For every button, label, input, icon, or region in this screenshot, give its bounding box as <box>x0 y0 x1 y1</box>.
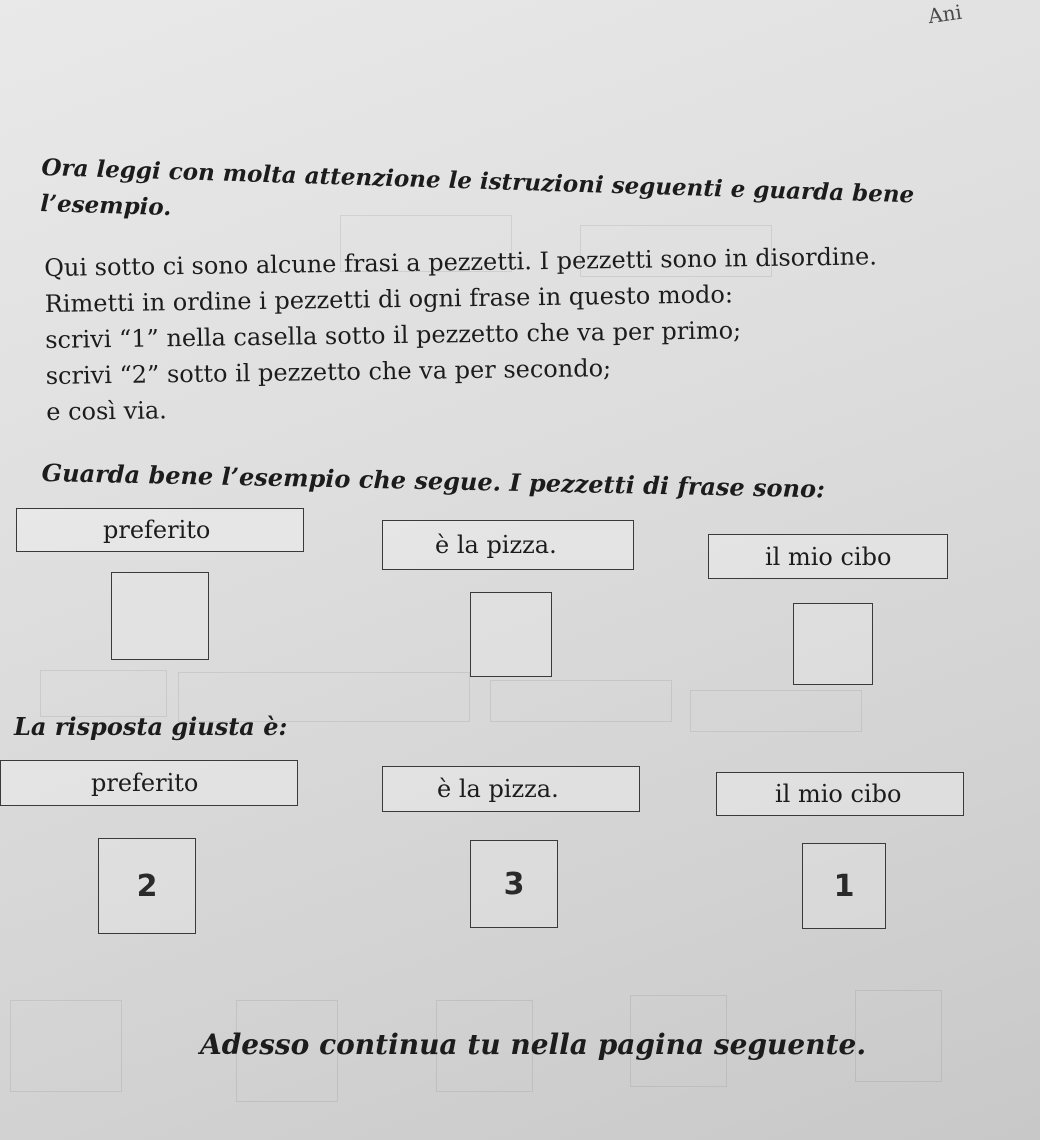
instruction-line: e così via. <box>46 396 167 426</box>
instruction-line: scrivi “2” sotto il pezzetto che va per secondo; <box>45 354 612 390</box>
answer-piece-mio-cibo: il mio cibo <box>716 772 964 816</box>
show-through-box <box>855 990 942 1082</box>
example-piece-mio-cibo: il mio cibo <box>708 534 948 579</box>
continue-text: Adesso continua tu nella pagina seguente. <box>200 1028 867 1061</box>
example-heading: Guarda bene l’esempio che segue. I pezzetti di frase sono: <box>41 458 826 504</box>
show-through-box <box>10 1000 122 1092</box>
intro-text: Ora leggi con molta attenzione le istruzioni seguenti e guarda bene l’esempio. <box>39 153 915 221</box>
example-answer-box[interactable] <box>793 603 873 685</box>
instructions <box>44 238 926 430</box>
answer-box-3[interactable]: 3 <box>470 840 558 928</box>
answer-piece-preferito: preferito <box>0 760 298 806</box>
answer-box-2[interactable]: 2 <box>98 838 196 934</box>
example-piece-la-pizza: è la pizza. <box>382 520 634 570</box>
show-through-box <box>690 690 862 732</box>
answer-box-1[interactable]: 1 <box>802 843 886 929</box>
instruction-line: Qui sotto ci sono alcune frasi a pezzetti. I pezzetti sono in disordine. <box>44 242 878 282</box>
answer-heading: La risposta giusta è: <box>14 712 288 741</box>
answer-piece-la-pizza: è la pizza. <box>382 766 640 812</box>
instruction-line: Rimetti in ordine i pezzetti di ogni frase in questo modo: <box>44 280 734 318</box>
example-piece-preferito: preferito <box>16 508 304 552</box>
show-through-box <box>40 670 167 717</box>
example-answer-box[interactable] <box>111 572 209 660</box>
corner-text: Ani <box>926 0 964 29</box>
example-answer-box[interactable] <box>470 592 552 677</box>
show-through-box <box>490 680 672 722</box>
instruction-line: scrivi “1” nella casella sotto il pezzetto che va per primo; <box>45 316 742 354</box>
